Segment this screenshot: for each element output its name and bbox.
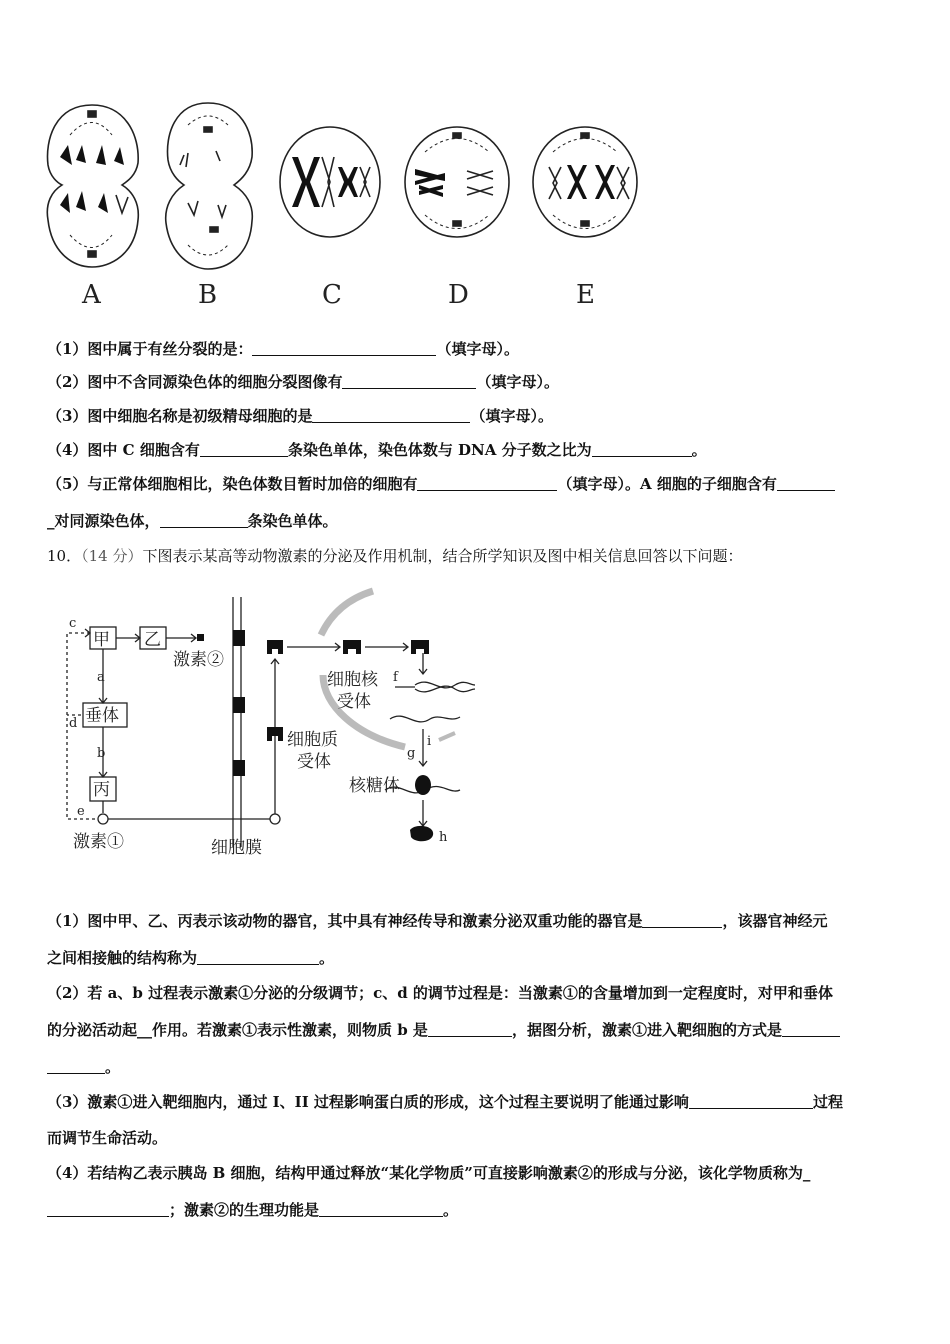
label-ribosome: 核糖体 xyxy=(349,776,400,796)
answer-blank[interactable] xyxy=(689,1094,813,1109)
hormone2-dot xyxy=(197,634,204,641)
ribosome-shape xyxy=(415,775,431,795)
answer-blank[interactable] xyxy=(312,408,470,423)
label-chuiti: 垂体 xyxy=(85,706,119,726)
q10-s4: （4）若结构乙表示胰岛 B 细胞，结构甲通过释放“某化学物质”可直接影响激素②的形成与分泌，该化学物质称为_ xyxy=(47,1164,811,1182)
label-hormone2: 激素② xyxy=(173,650,224,670)
answer-blank[interactable] xyxy=(428,1022,512,1037)
answer-blank[interactable] xyxy=(342,374,476,389)
label-g: g xyxy=(407,746,416,761)
label-jia: 甲 xyxy=(93,630,110,650)
answer-blank[interactable] xyxy=(160,513,248,528)
cell-division-figure xyxy=(40,95,660,315)
q10-stem: 10．（14 分）下图表示某高等动物激素的分泌及作用机制，结合所学知识及图中相关信息回答以下问题： xyxy=(47,547,743,565)
q10-s2-cont2: 。 xyxy=(47,1056,120,1077)
q10-s3-cont: 而调节生命活动。 xyxy=(47,1129,168,1147)
answer-blank[interactable] xyxy=(47,1059,105,1074)
end-dot xyxy=(270,814,280,824)
answer-blank[interactable] xyxy=(197,950,319,965)
hormone1-receptor-shape xyxy=(267,640,283,654)
q9-s1: （1）图中属于有丝分裂的是： （填字母）。 xyxy=(47,340,519,358)
q10-s1-cont: 之间相接触的结构称为 。 xyxy=(47,949,335,967)
label-b: B xyxy=(198,280,218,310)
answer-blank[interactable] xyxy=(319,1202,443,1217)
q9-s4: （4）图中 C 细胞含有 条染色单体，染色体数与 DNA 分子数之比为 。 xyxy=(47,441,707,459)
q10-s1: （1）图中甲、乙、丙表示该动物的器官，其中具有神经传导和激素分泌双重功能的器官是 ，该器官神经元 xyxy=(47,912,828,930)
label-i: i xyxy=(427,734,432,749)
hormone1-dot xyxy=(98,814,108,824)
label-cyto-receptor-2: 受体 xyxy=(297,752,331,772)
answer-blank[interactable] xyxy=(252,341,436,356)
answer-blank[interactable] xyxy=(592,442,692,457)
q9-s3: （3）图中细胞名称是初级精母细胞的是 （填字母）。 xyxy=(47,407,553,425)
label-yi: 乙 xyxy=(144,630,161,650)
cell-e xyxy=(533,127,637,237)
label-a: A xyxy=(82,280,101,310)
label-c: C xyxy=(322,280,342,310)
label-cyto-receptor-1: 细胞质 xyxy=(287,730,338,750)
label-d: D xyxy=(448,280,469,310)
cell-d xyxy=(405,127,509,237)
answer-blank[interactable] xyxy=(200,442,288,457)
q10-s2: （2）若 a、b 过程表示激素①分泌的分级调节；c、d 的调节过程是：当激素①的含量增加到一定程度时，对甲和垂体 xyxy=(47,984,833,1002)
answer-blank[interactable] xyxy=(417,476,557,491)
cell-a xyxy=(47,105,138,267)
label-c-process: c xyxy=(69,616,77,631)
label-bing: 丙 xyxy=(93,780,110,800)
label-b-process: b xyxy=(97,746,106,761)
answer-blank[interactable] xyxy=(47,1202,169,1217)
q9-s5: （5）与正常体细胞相比，染色体数目暂时加倍的细胞有 （填字母）。A 细胞的子细胞含有 xyxy=(47,473,835,494)
q9-s5-cont: _对同源染色体， 条染色单体。 xyxy=(47,512,338,530)
q10-s3: （3）激素①进入靶细胞内，通过 I、II 过程影响蛋白质的形成，这个过程主要说明了能通过影响 过程 xyxy=(47,1093,843,1111)
q9-s2: （2）图中不含同源染色体的细胞分裂图像有 （填字母）。 xyxy=(47,373,559,391)
label-nuc-receptor-2: 受体 xyxy=(337,692,371,712)
cell-c xyxy=(280,127,380,237)
label-h: h xyxy=(439,830,448,845)
answer-blank[interactable] xyxy=(782,1022,840,1037)
label-f: f xyxy=(393,670,398,685)
label-hormone1: 激素① xyxy=(73,832,124,852)
label-a-process: a xyxy=(97,670,105,685)
answer-blank[interactable] xyxy=(642,913,722,928)
label-e-process: e xyxy=(77,804,85,819)
q10-s4-cont: ；激素②的生理功能是 。 xyxy=(47,1199,458,1220)
q10-s2-cont: 的分泌活动起__作用。若激素①表示性激素，则物质 b 是 ，据图分析，激素①进入靶细胞的方式是 xyxy=(47,1019,840,1040)
label-nuc-receptor-1: 细胞核 xyxy=(327,670,378,690)
answer-blank[interactable] xyxy=(777,476,835,491)
cell-b xyxy=(166,103,253,269)
label-e: E xyxy=(576,280,595,310)
label-membrane: 细胞膜 xyxy=(211,838,262,858)
label-d-process: d xyxy=(69,716,78,731)
hormone-mechanism-figure xyxy=(55,585,485,865)
